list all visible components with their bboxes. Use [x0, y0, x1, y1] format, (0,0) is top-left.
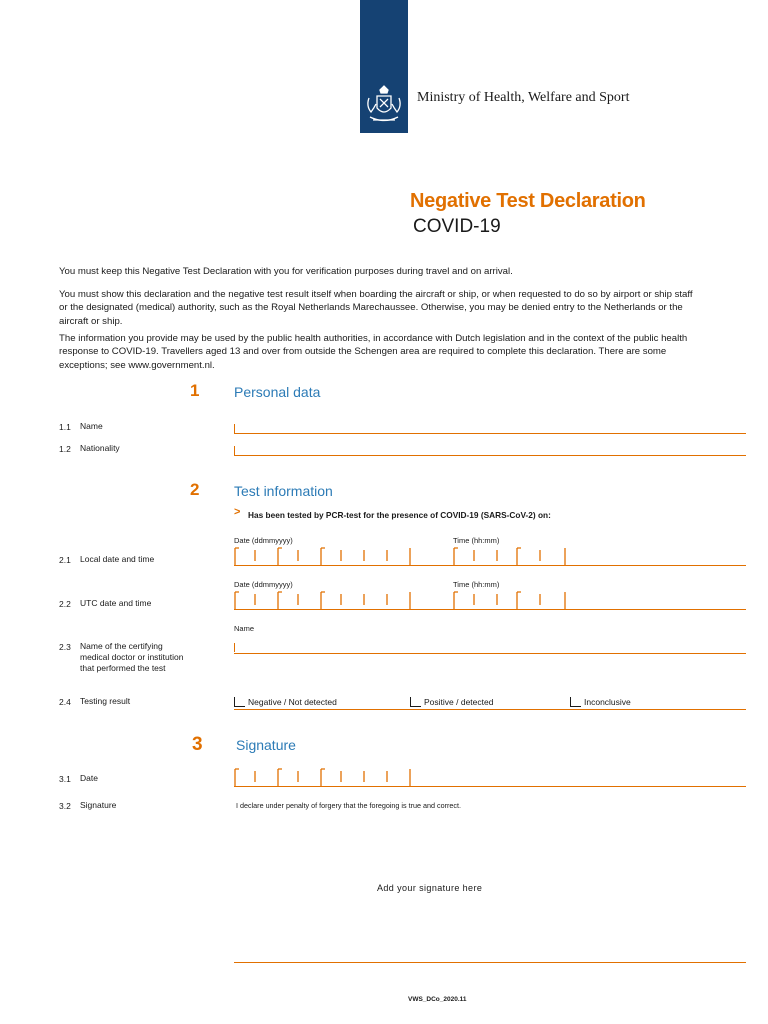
name-field-tick [234, 424, 235, 433]
row-3-2-number: 3.2 [59, 801, 71, 811]
signature-placeholder: Add your signature here [377, 883, 483, 893]
row-1-1-label: Name [80, 421, 103, 431]
nationality-field[interactable] [234, 455, 746, 456]
intro-paragraph-2: You must show this declaration and the negative test result itself when boarding the aircraft or ship, or when requested to do so by airport or ship staff or the designated (medical) authority, such as the Royal Netherlands Marechaussee. Otherwise, you may be denied entry to the Netherlands or the aircraft or ship. [59, 289, 693, 327]
signature-date-line [234, 786, 746, 787]
local-date-hint: Date (ddmmyyyy) [234, 536, 293, 545]
signature-area[interactable] [234, 820, 746, 962]
signature-date-boxes[interactable] [234, 768, 414, 792]
doctor-name-field[interactable] [234, 653, 746, 654]
negative-label: Negative / Not detected [248, 697, 337, 707]
ministry-name: Ministry of Health, Welfare and Sport [417, 90, 630, 105]
utc-datetime-line [234, 609, 746, 610]
section-2-title: Test information [234, 483, 333, 499]
section-1-number: 1 [190, 381, 200, 400]
row-3-2-label: Signature [80, 800, 117, 810]
section-1-title: Personal data [234, 384, 321, 400]
row-1-2-number: 1.2 [59, 444, 71, 454]
utc-time-boxes[interactable] [453, 591, 568, 615]
inconclusive-label: Inconclusive [584, 697, 631, 707]
name-field[interactable] [234, 433, 746, 434]
row-2-1-number: 2.1 [59, 555, 71, 565]
positive-label: Positive / detected [424, 697, 494, 707]
row-2-4-number: 2.4 [59, 697, 71, 707]
local-date-box-ticks [234, 547, 414, 566]
utc-date-box-ticks [234, 591, 414, 610]
utc-date-boxes[interactable] [234, 591, 414, 615]
row-2-1-label: Local date and time [80, 554, 155, 564]
document-subtitle: COVID-19 [413, 216, 501, 237]
document-code: VWS_DCo_2020.11 [408, 996, 467, 1003]
testing-result-line [234, 709, 746, 710]
declaration-text: I declare under penalty of forgery that the foregoing is true and correct. [236, 801, 461, 810]
section-3-number: 3 [192, 734, 203, 755]
intro-paragraph-3: The information you provide may be used by the public health authorities, in accordance with Dutch legislation and in the context of the public health response to COVID-19. Travellers aged 13 and over from outside the Schengen area are required to complete this declaration. There are some exceptions; see www.government.nl. [59, 333, 688, 371]
row-1-1-number: 1.1 [59, 422, 71, 432]
document-title: Negative Test Declaration [410, 190, 646, 212]
row-2-2-label: UTC date and time [80, 598, 152, 608]
intro-paragraph-1: You must keep this Negative Test Declaration with you for verification purposes during travel and on arrival. [59, 266, 513, 277]
section-2-number: 2 [190, 480, 200, 499]
local-time-box-ticks [453, 547, 568, 566]
row-2-2-number: 2.2 [59, 599, 71, 609]
row-3-1-label: Date [80, 773, 98, 783]
utc-time-box-ticks [453, 591, 568, 610]
signature-date-box-ticks [234, 768, 414, 787]
nationality-field-tick [234, 446, 235, 455]
row-2-3-label: Name of the certifying medical doctor or institution that performed the test [80, 641, 184, 673]
row-3-1-number: 3.1 [59, 774, 71, 784]
signature-line [234, 962, 746, 963]
chevron-right-icon: > [234, 506, 241, 518]
utc-date-hint: Date (ddmmyyyy) [234, 580, 293, 589]
row-1-2-label: Nationality [80, 443, 120, 453]
row-2-3-number: 2.3 [59, 642, 71, 652]
local-datetime-line [234, 565, 746, 566]
negative-checkbox[interactable] [234, 697, 245, 707]
coat-of-arms-logo [363, 84, 405, 128]
test-instruction: Has been tested by PCR-test for the presence of COVID-19 (SARS-CoV-2) on: [248, 510, 551, 520]
local-time-boxes[interactable] [453, 547, 568, 571]
local-date-boxes[interactable] [234, 547, 414, 571]
section-3-title: Signature [236, 737, 296, 753]
inconclusive-checkbox[interactable] [570, 697, 581, 707]
positive-checkbox[interactable] [410, 697, 421, 707]
local-time-hint: Time (hh:mm) [453, 536, 500, 545]
doctor-field-tick [234, 643, 235, 652]
row-2-4-label: Testing result [80, 696, 131, 706]
doctor-name-hint: Name [234, 624, 255, 633]
utc-time-hint: Time (hh:mm) [453, 580, 500, 589]
